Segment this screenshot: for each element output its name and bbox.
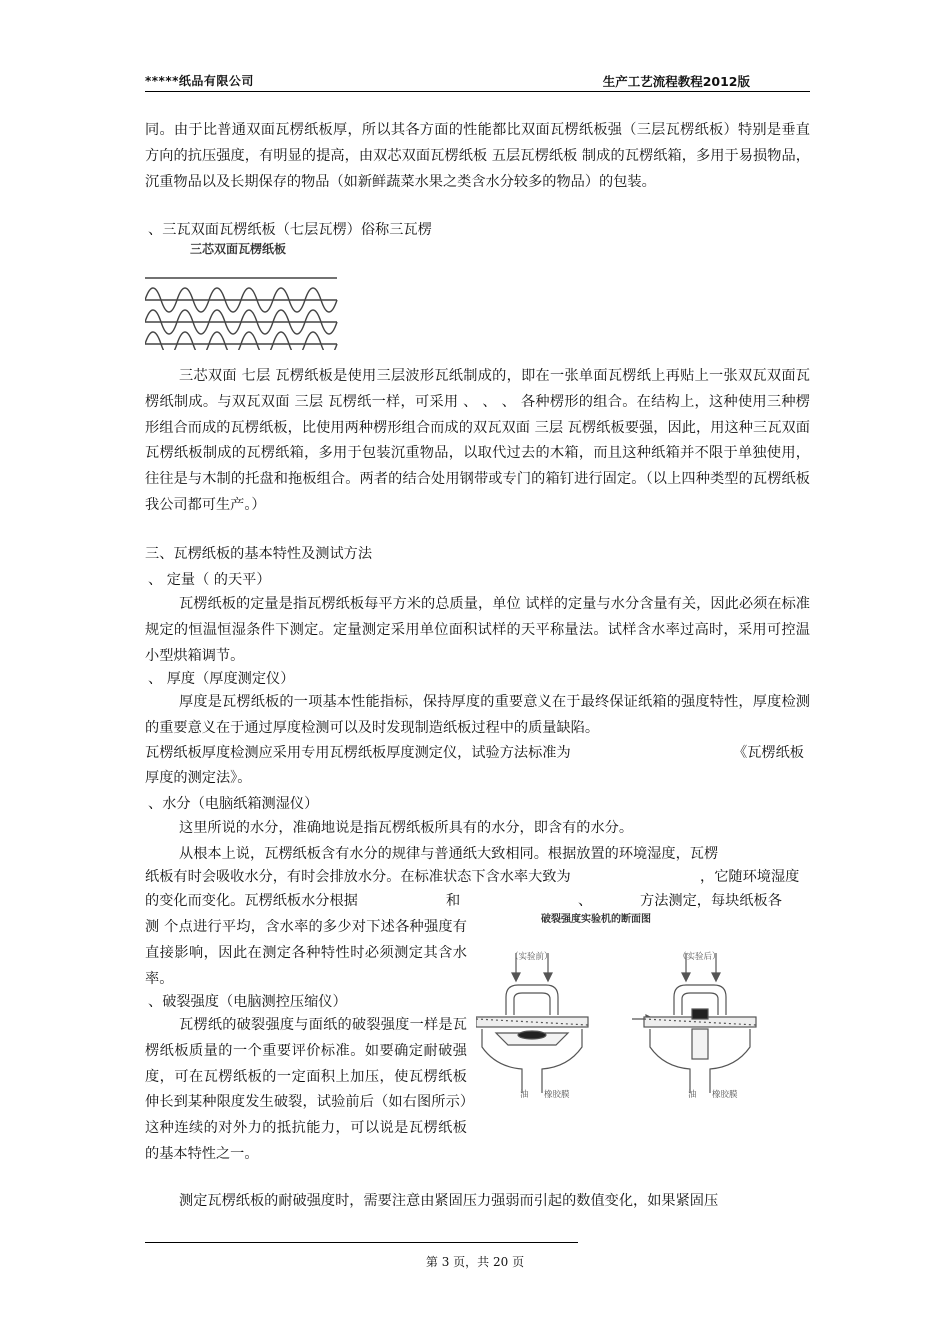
standard-title-end: 厚度的测定法》。 [145,770,252,786]
figure2-before-label: （实验前） [510,952,553,962]
item-three-flute-heading: 、三瓦双面瓦楞纸板（七层瓦楞）俗称三瓦楞 [148,222,432,238]
paragraph-moisture-rest: 测 个点进行平均，含水率的多少对下述各种强度有直接影响，因此在测定各种特性时必须测定其含水率。 [145,919,467,987]
paragraph-five-layer: 同。由于比普通双面瓦楞纸板厚，所以其各方面的性能都比双面瓦楞纸板强（三层瓦楞纸板）特别是垂直方向的抗压强度，有明显的提高，由双芯双面瓦楞纸板 五层瓦楞纸板 制成的瓦楞纸箱，多用于易损物品，沉重物品以及长期保存的物品（如新鲜蔬菜水果之类含水分较多的物品）的包装。 [145,122,810,190]
header-rule [145,91,810,92]
section3-title: 三、瓦楞纸板的基本特性及测试方法 [145,546,373,562]
paragraph-moisture-line2a: 纸板有时会吸收水分，有时会排放水分。在标准状态下含水率大致为 [145,869,571,885]
header-title: 生产工艺流程教程2012版 [602,74,750,89]
item-thickness-heading: 、 厚度（厚度测定仪） [148,671,295,687]
standard-title-start: 《瓦楞纸板 [733,745,804,761]
paragraph-moisture-line3c: 、 [578,893,593,909]
paragraph-moisture-line3a: 的变化而变化。瓦楞纸板水分根据 [145,893,358,909]
figure2-rubber-right: 橡胶膜 [712,1090,738,1100]
figure2-oil-left: 油 [520,1090,529,1100]
figure2-after-label: （实验后） [678,952,721,962]
paragraph-moisture-line3b: 和 [446,893,461,909]
figure1-caption: 三芯双面瓦楞纸板 [190,242,287,256]
paragraph-burst-test-note: 测定瓦楞纸板的耐破强度时，需要注意由紧固压力强弱而引起的数值变化，如果紧固压 [179,1193,719,1209]
item-weight-heading: 、 定量（ 的天平） [148,572,271,588]
figure2-caption: 破裂强度实验机的断面图 [541,914,651,925]
paragraph-moisture-line2b: ，它随环境湿度 [700,869,800,885]
paragraph-thickness-standard: 瓦楞纸板厚度检测应采用专用瓦楞纸板厚度测定仪，试验方法标准为 [145,745,571,761]
figure2-rubber-left: 橡胶膜 [544,1090,570,1100]
paragraph-moisture-line3d: 方法测定，每块纸板各 [640,893,782,909]
paragraph-weight: 瓦楞纸板的定量是指瓦楞纸板每平方米的总质量，单位 试样的定量与水分含量有关，因此必须在标准规定的恒温恒湿条件下测定。定量测定采用单位面积试样的天平称量法。试样含水率过高时，采用可控温小型烘箱调节。 [145,596,810,664]
triple-wall-board-figure [145,272,340,350]
paragraph-moisture-definition: 这里所说的水分，准确地说是指瓦楞纸板所具有的水分，即含有的水分。 [179,820,634,836]
figure2-oil-right: 油 [688,1090,697,1100]
page-header [145,72,810,92]
page-footer: 第 3 页，共 20 页 [425,1255,525,1269]
paragraph-burst: 瓦楞纸的破裂强度与面纸的破裂强度一样是瓦楞纸板质量的一个重要评价标准。如要确定耐破强度，可在瓦楞纸板的一定面积上加压，使瓦楞纸板伸长到某种限度发生破裂，试验前后（如右图所示）这种连续的对外力的抵抗能力，可以说是瓦楞纸板的基本特性之一。 [145,1017,467,1162]
header-company: *****纸品有限公司 [145,74,254,88]
footer-rule [145,1242,578,1243]
item-burst-heading: 、破裂强度（电脑测控压缩仪） [148,994,347,1010]
item-moisture-heading: 、水分（电脑纸箱测湿仪） [148,796,319,812]
paragraph-moisture-line1: 从根本上说，瓦楞纸板含有水分的规律与普通纸大致相同。根据放置的环境湿度，瓦楞 [179,846,719,862]
paragraph-thickness: 厚度是瓦楞纸板的一项基本性能指标，保持厚度的重要意义在于最终保证纸箱的强度特性，厚度检测的重要意义在于通过厚度检测可以及时发现制造纸板过程中的质量缺陷。 [145,694,810,736]
paragraph-seven-layer: 三芯双面 七层 瓦楞纸板是使用三层波形瓦纸制成的，即在一张单面瓦楞纸上再贴上一张双瓦双面瓦楞纸制成。与双瓦双面 三层 瓦楞纸一样，可采用 、 、 、 各种楞形的组合。在结构上，这种使用三种楞形组合而成的瓦楞纸板，比使用两种楞形组合而成的双瓦双面 三层 瓦楞纸板要强，因此，用这种三瓦双面瓦楞纸板制成的瓦楞纸箱，多用于包装沉重物品，以取代过去的木箱，而且这种纸箱并不限于单独使用，往往是与木制的托盘和拖板组合。两者的结合处用钢带或专门的箱钉进行固定。（以上四种类型的瓦楞纸板我公司都可生产。） [145,368,810,513]
